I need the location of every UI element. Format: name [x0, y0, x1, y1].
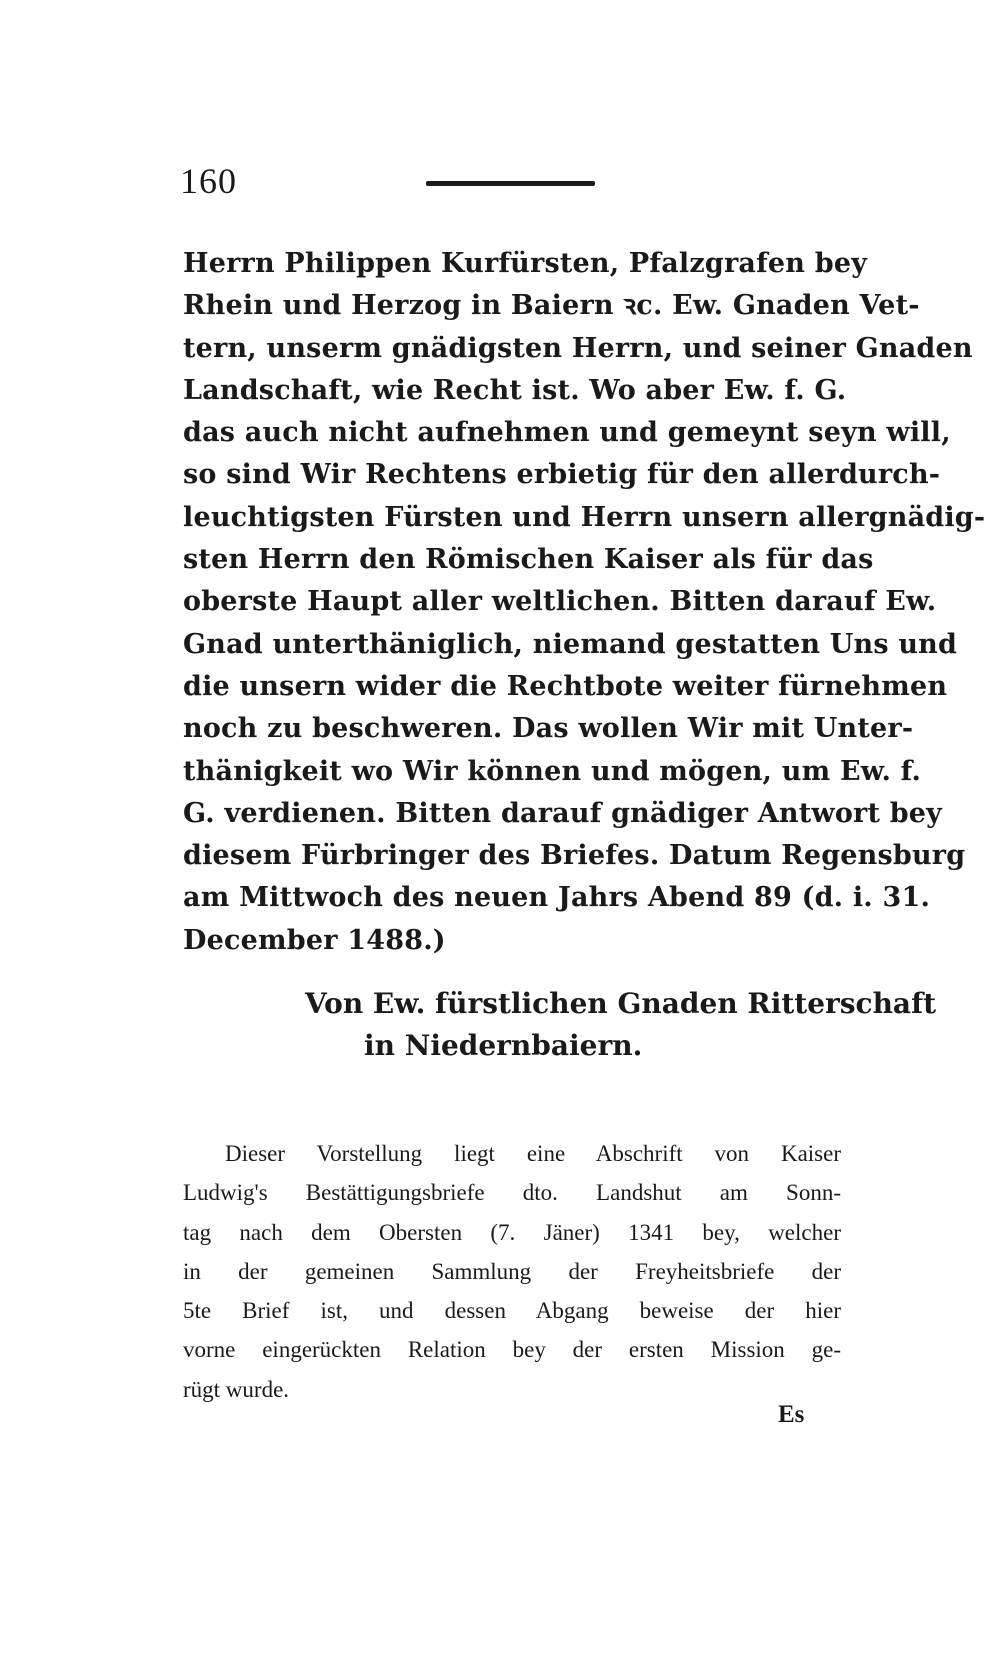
main-text-line: thänigkeit wo Wir können und mögen, um Ew. f.: [183, 755, 922, 787]
main-text-line: leuchtigsten Fürsten und Herrn unsern allergnädig-: [183, 501, 986, 533]
note-line: tag nach dem Obersten (7. Jäner) 1341 bey, welcher: [183, 1219, 841, 1245]
signature-block: [305, 983, 936, 1067]
main-text-line: December 1488.): [183, 924, 446, 956]
main-text-line: so sind Wir Rechtens erbietig für den allerdurch-: [183, 459, 941, 491]
main-text-line: sten Herrn den Römischen Kaiser als für das: [183, 544, 874, 576]
catchword: Es: [778, 1401, 805, 1428]
main-text-line: am Mittwoch des neuen Jahrs Abend 89 (d. i. 31.: [183, 882, 931, 914]
main-text-line: tern, unserm gnädigsten Herrn, und seiner Gnaden: [183, 332, 973, 364]
main-text-line: Gnad unterthäniglich, niemand gestatten Uns und: [183, 628, 958, 660]
main-text-line: Herrn Philippen Kurfürsten, Pfalzgrafen bey: [183, 248, 868, 279]
signature-line: in Niedernbaiern.: [364, 1029, 643, 1062]
main-text-line: das auch nicht aufnehmen und gemeynt seyn will,: [183, 417, 951, 449]
note-line: in der gemeinen Sammlung der Freyheitsbriefe der: [183, 1258, 841, 1284]
main-text-line: Landschaft, wie Recht ist. Wo aber Ew. f. G.: [183, 374, 847, 406]
header-rule: [426, 181, 595, 186]
main-text-line: oberste Haupt aller weltlichen. Bitten darauf Ew.: [183, 586, 937, 618]
note-line: 5te Brief ist, und dessen Abgang beweise der hier: [183, 1298, 841, 1324]
main-text-block: [183, 243, 986, 962]
main-text-line: G. verdienen. Bitten darauf gnädiger Antwort bey: [183, 797, 943, 829]
editorial-note: [183, 1134, 841, 1409]
note-line: Dieser Vorstellung liegt eine Abschrift von Kaiser: [225, 1141, 841, 1166]
main-text-line: noch zu beschweren. Das wollen Wir mit Unter-: [183, 713, 914, 745]
signature-line: Von Ew. fürstlichen Gnaden Ritterschaft: [305, 987, 937, 1020]
main-text-line: diesem Fürbringer des Briefes. Datum Regensburg: [183, 840, 966, 872]
main-text-line: Rhein und Herzog in Baiern ꝛc. Ew. Gnaden Vet-: [183, 290, 920, 322]
note-line: Ludwig's Bestättigungsbriefe dto. Landshut am Sonn-: [183, 1180, 841, 1206]
page-number: 160: [180, 161, 237, 201]
note-line: vorne eingerückten Relation bey der ersten Mission ge-: [183, 1337, 841, 1363]
main-text-line: die unsern wider die Rechtbote weiter fürnehmen: [183, 670, 948, 702]
note-line: rügt wurde.: [183, 1376, 290, 1402]
